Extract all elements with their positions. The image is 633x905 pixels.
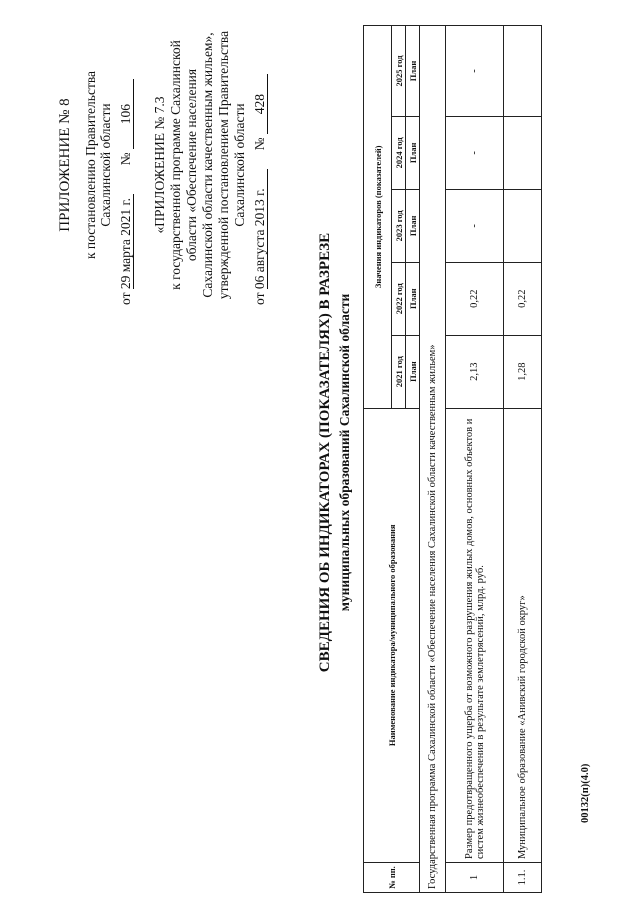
prior-number-sign: № <box>252 137 267 151</box>
prior-line-2: области «Обеспечение населения <box>184 68 199 262</box>
document-title: СВЕДЕНИЯ ОБ ИНДИКАТОРАХ (ПОКАЗАТЕЛЯХ) В РАЗРЕЗЕ <box>317 232 333 673</box>
row-name: Размер предотвращенного ущерба от возможного разрушения жилых домов, основных объектов и систем жизнеобеспечения в результате землетрясений, млрд. руб. <box>446 408 504 862</box>
prior-date-value: 06 августа 2013 г. <box>252 169 268 289</box>
date-line <box>118 5 134 305</box>
indicators-table <box>363 25 542 893</box>
row-value: - <box>446 26 504 117</box>
region-line: Сахалинской области <box>98 103 113 227</box>
row-name: Муниципальное образование «Анивский городской округ» <box>504 408 542 862</box>
document-code: 00132(п)(4.0) <box>580 763 591 823</box>
row-value <box>504 116 542 189</box>
prior-line-4: утвержденной постановлением Правительства <box>216 30 231 300</box>
row-value: 0,22 <box>504 262 542 335</box>
prior-line-3: Сахалинской области качественным жильем», <box>200 32 215 298</box>
program-name: Государственная программа Сахалинской области «Обеспечение населения Сахалинской области качественным жильем» <box>420 26 446 893</box>
prior-appendix-title: «ПРИЛОЖЕНИЕ № 7.3 <box>152 96 167 234</box>
header-plan: План <box>406 262 420 335</box>
document-subtitle: муниципальных образований Сахалинской области <box>337 293 352 612</box>
row-num: 1 <box>446 863 504 893</box>
row-value <box>504 26 542 117</box>
prior-number-value: 428 <box>252 74 268 134</box>
date-value: 29 марта 2021 г. <box>118 194 134 289</box>
header-plan: План <box>406 116 420 189</box>
row-value <box>504 189 542 262</box>
header-plan: План <box>406 189 420 262</box>
header-year: 2024 год <box>392 116 406 189</box>
row-value: - <box>446 116 504 189</box>
prior-line-1: к государственной программе Сахалинской <box>168 40 183 290</box>
table-row <box>446 26 504 893</box>
header-plan: План <box>406 26 420 117</box>
date-prefix: от <box>118 292 133 305</box>
row-num: 1.1. <box>504 863 542 893</box>
row-value: - <box>446 189 504 262</box>
prior-line-5: Сахалинской области <box>232 103 247 227</box>
row-value: 2,13 <box>446 335 504 408</box>
header-year: 2025 год <box>392 26 406 117</box>
number-sign: № <box>118 152 133 166</box>
row-value: 1,28 <box>504 335 542 408</box>
header-plan: План <box>406 335 420 408</box>
number-value: 106 <box>118 79 134 149</box>
header-year: 2021 год <box>392 335 406 408</box>
header-name: Наименование индикатора/муниципального образования <box>364 408 420 862</box>
header-num: № пп. <box>364 863 420 893</box>
appendix-title: ПРИЛОЖЕНИЕ № 8 <box>57 98 73 232</box>
program-row <box>420 26 446 893</box>
row-value: 0,22 <box>446 262 504 335</box>
header-values: Значения индикаторов (показателей) <box>364 26 392 409</box>
header-year: 2023 год <box>392 189 406 262</box>
prior-date-prefix: от <box>252 292 267 305</box>
table-row <box>504 26 542 893</box>
prior-date-line <box>252 5 268 305</box>
header-year: 2022 год <box>392 262 406 335</box>
resolution-line: к постановлению Правительства <box>83 70 98 260</box>
